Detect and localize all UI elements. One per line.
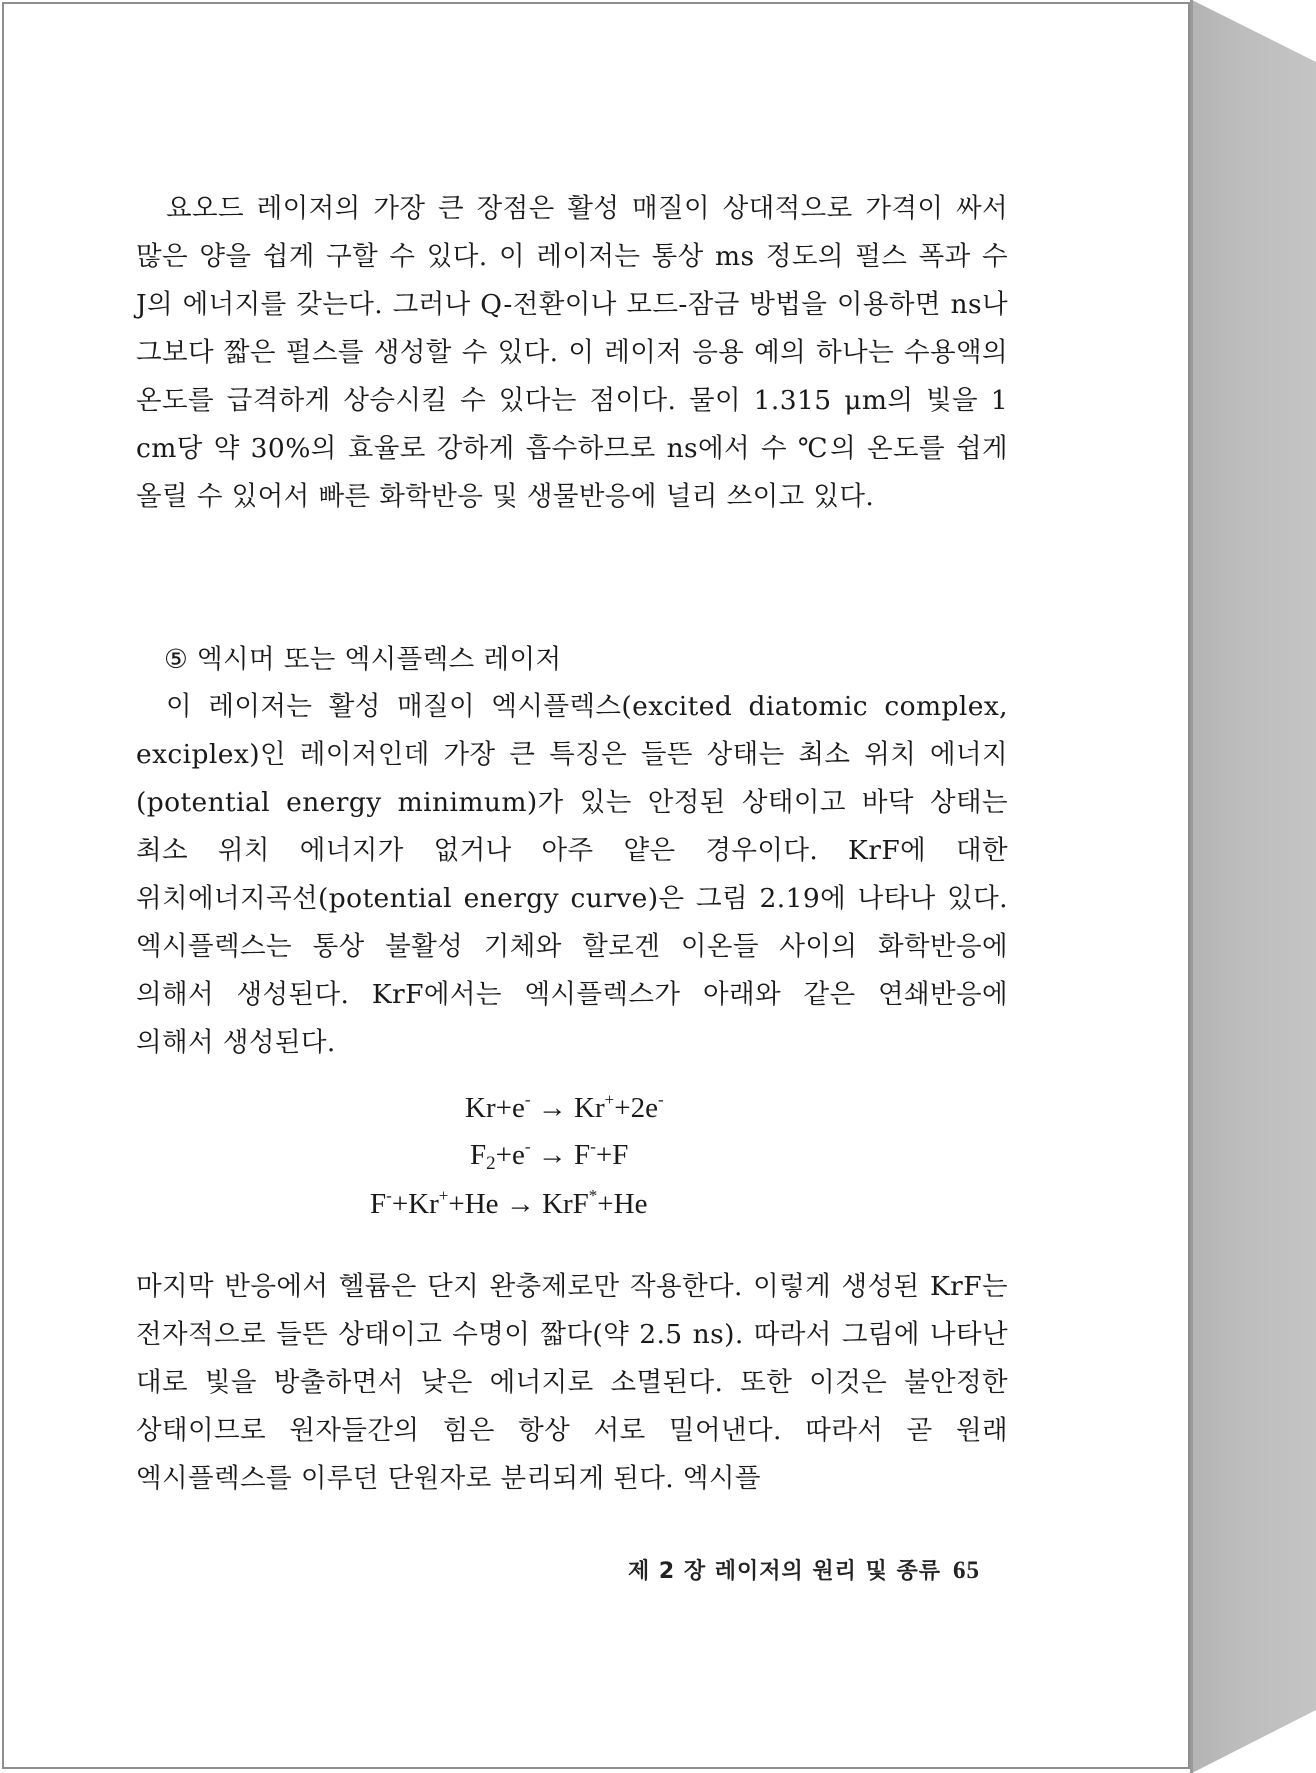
eq1-plus: + <box>495 1092 512 1124</box>
eq1-two-electrons: 2e <box>630 1092 658 1124</box>
eq3-krf-excited: * <box>588 1186 598 1205</box>
paragraph-krf-decay: 마지막 반응에서 헬륨은 단지 완충제로만 작용한다. 이렇게 생성된 KrF는 전자적으로 들뜬 상태이고 수명이 짧다(약 2.5 ns). 따라서 그림에 나타난 대로 빛을 방출하면서 낮은 에너지로 소멸된다. 또한 이것은 불안정한 상태이므로 원자들간의 힘은 항상 서로 밀어낸다. 따라서 곧 원래 엑시플렉스를 이루던 단원자로 분리되게 된다. 엑시플 <box>136 1271 1008 1494</box>
eq2-arrow: → <box>537 1139 567 1171</box>
eq2-electron-charge: - <box>524 1137 531 1156</box>
eq2-fluorine-subscript: 2 <box>486 1153 496 1174</box>
page-stack-edge <box>1192 0 1316 1773</box>
eq1-two-electrons-charge: - <box>657 1090 664 1109</box>
eq1-kr: Kr <box>465 1092 496 1124</box>
eq3-helium-2: He <box>613 1188 648 1220</box>
eq1-electron: e <box>511 1092 525 1124</box>
eq3-plus: + <box>391 1188 409 1220</box>
eq3-plus-3: + <box>597 1188 614 1220</box>
eq2-plus-2: + <box>595 1139 613 1171</box>
eq2-fluoride-charge: - <box>590 1137 596 1156</box>
page-footer <box>600 1554 980 1585</box>
eq3-arrow: → <box>505 1188 535 1220</box>
eq1-kr-ion-charge: + <box>604 1090 615 1109</box>
eq3-kr-ion: Kr <box>408 1188 439 1220</box>
eq1-electron-charge: - <box>524 1090 531 1109</box>
paragraph-iodine-laser: 요오드 레이저의 가장 큰 장점은 활성 매질이 상대적으로 가격이 싸서 많은 양을 쉽게 구할 수 있다. 이 레이저는 통상 ms 정도의 펄스 폭과 수 J의 에너지를 갖는다. 그러나 Q-전환이나 모드-잠금 방법을 이용하면 ns나 그보다 짧은 펄스를 생성할 수 있다. 이 레이저 응용 예의 하나는 수용액의 온도를 급격하게 상승시킬 수 있다는 점이다. 물이 1.315 μm의 빛을 1 cm당 약 30%의 효율로 강하게 흡수하므로 ns에서 수 ℃의 온도를 쉽게 올릴 수 있어서 빠른 화학반응 및 생물반응에 널리 쓰이고 있다. <box>136 193 1008 512</box>
eq2-electron: e <box>512 1139 525 1171</box>
eq1-kr-ion: Kr <box>574 1092 605 1124</box>
equation-3 <box>370 1188 647 1221</box>
eq1-arrow: → <box>537 1092 567 1124</box>
eq2-fluoride-ion: F <box>574 1139 591 1171</box>
eq3-fluoride-charge: - <box>386 1186 392 1205</box>
eq3-plus-2: + <box>448 1188 465 1220</box>
eq2-plus: + <box>495 1139 512 1171</box>
eq3-fluoride-ion: F <box>370 1188 387 1220</box>
page-edge-line <box>1190 0 1193 1773</box>
paragraph-exciplex-laser: 이 레이저는 활성 매질이 엑시플렉스(excited diatomic complex, exciplex)인 레이저인데 가장 큰 특징은 들뜬 상태는 최소 위치 에너지(potential energy minimum)가 있는 안정된 상태이고 바닥 상태는 최소 위치 에너지가 없거나 아주 얕은 경우이다. KrF에 대한 위치에너지곡선(potential energy curve)은 그림 2.19에 나타나 있다. 엑시플렉스는 통상 불활성 기체와 할로겐 이온들 사이의 화학반응에 의해서 생성된다. KrF에서는 엑시플렉스가 아래와 같은 연쇄반응에 의해서 생성된다. <box>136 691 1008 1058</box>
equation-1 <box>465 1092 664 1125</box>
page-number: 65 <box>953 1557 980 1584</box>
equation-2 <box>470 1139 628 1172</box>
eq3-krf: KrF <box>542 1188 589 1220</box>
eq3-kr-ion-charge: + <box>438 1186 449 1205</box>
eq1-plus-2: + <box>614 1092 631 1124</box>
eq2-fluorine-atom: F <box>612 1139 629 1171</box>
running-footer-chapter: 제 2 장 레이저의 원리 및 종류 <box>627 1559 941 1584</box>
eq2-fluorine: F <box>470 1139 487 1171</box>
eq3-helium: He <box>464 1188 499 1220</box>
section-heading-excimer: ⑤ 엑시머 또는 엑시플렉스 레이저 <box>164 644 562 675</box>
